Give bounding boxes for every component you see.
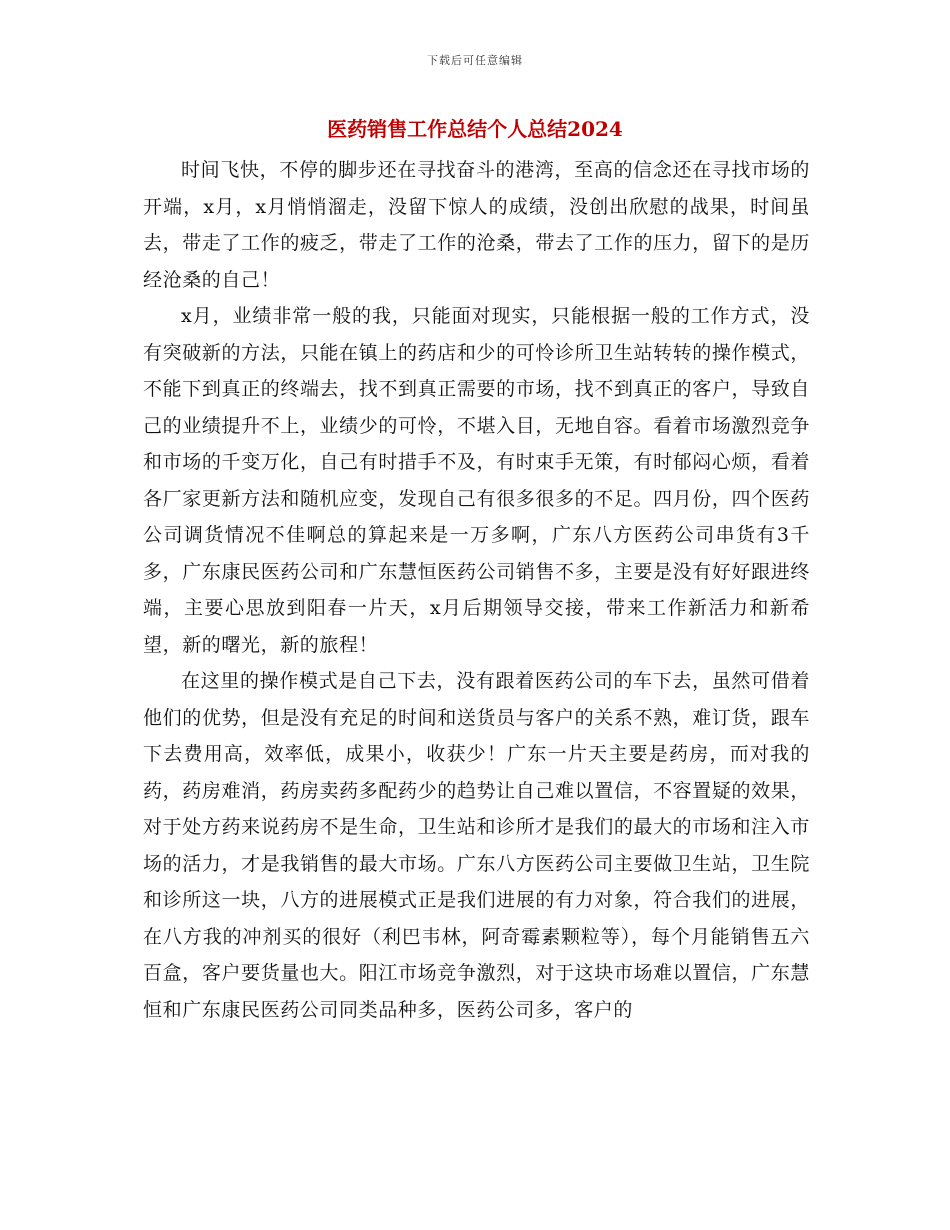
- header-note: 下载后可任意编辑: [427, 54, 523, 67]
- paragraph-1: 时间飞快，不停的脚步还在寻找奋斗的港湾，至高的信念还在寻找市场的开端，x月，x月悄悄溜走，没留下惊人的成绩，没创出欣慰的战果，时间虽去，带走了工作的疲乏，带走了工作的沧桑，带去了工作的压力，留下的是历经沧桑的自己！: [143, 159, 810, 291]
- document-body: [143, 152, 810, 1028]
- paragraph-2: x月，业绩非常一般的我，只能面对现实，只能根据一般的工作方式，没有突破新的方法，只能在镇上的药店和少的可怜诊所卫生站转转的操作模式，不能下到真正的终端去，找不到真正需要的市场，找不到真正的客户，导致自己的业绩提升不上，业绩少的可怜，不堪入目，无地自容。看着市场激烈竞争和市场的千变万化，自己有时措手不及，有时束手无策，有时郁闷心烦，看着各厂家更新方法和随机应变，发现自己有很多很多的不足。四月份，四个医药公司调货情况不佳啊总的算起来是一万多啊，广东八方医药公司串货有3千多，广东康民医药公司和广东慧恒医药公司销售不多，主要是没有好好跟进终端，主要心思放到阳春一片天，x月后期领导交接，带来工作新活力和新希望，新的曙光，新的旅程！: [143, 305, 810, 656]
- document-title: 医药销售工作总结个人总结2024: [327, 117, 623, 141]
- paragraph-3: 在这里的操作模式是自己下去，没有跟着医药公司的车下去，虽然可借着他们的优势，但是没有充足的时间和送货员与客户的关系不熟，难订货，跟车下去费用高，效率低，成果小，收获少！广东一片天主要是药房，而对我的药，药房难消，药房卖药多配药少的趋势让自己难以置信，不容置疑的效果，对于处方药来说药房不是生命，卫生站和诊所才是我们的最大的市场和注入市场的活力，才是我销售的最大市场。广东八方医药公司主要做卫生站，卫生院和诊所这一块，八方的进展模式正是我们进展的有力对象，符合我们的进展，在八方我的冲剂买的很好（利巴韦林，阿奇霉素颗粒等），每个月能销售五六百盒，客户要货量也大。阳江市场竞争激烈，对于这块市场难以置信，广东慧恒和广东康民医药公司同类品种多，医药公司多，客户的: [143, 670, 810, 1021]
